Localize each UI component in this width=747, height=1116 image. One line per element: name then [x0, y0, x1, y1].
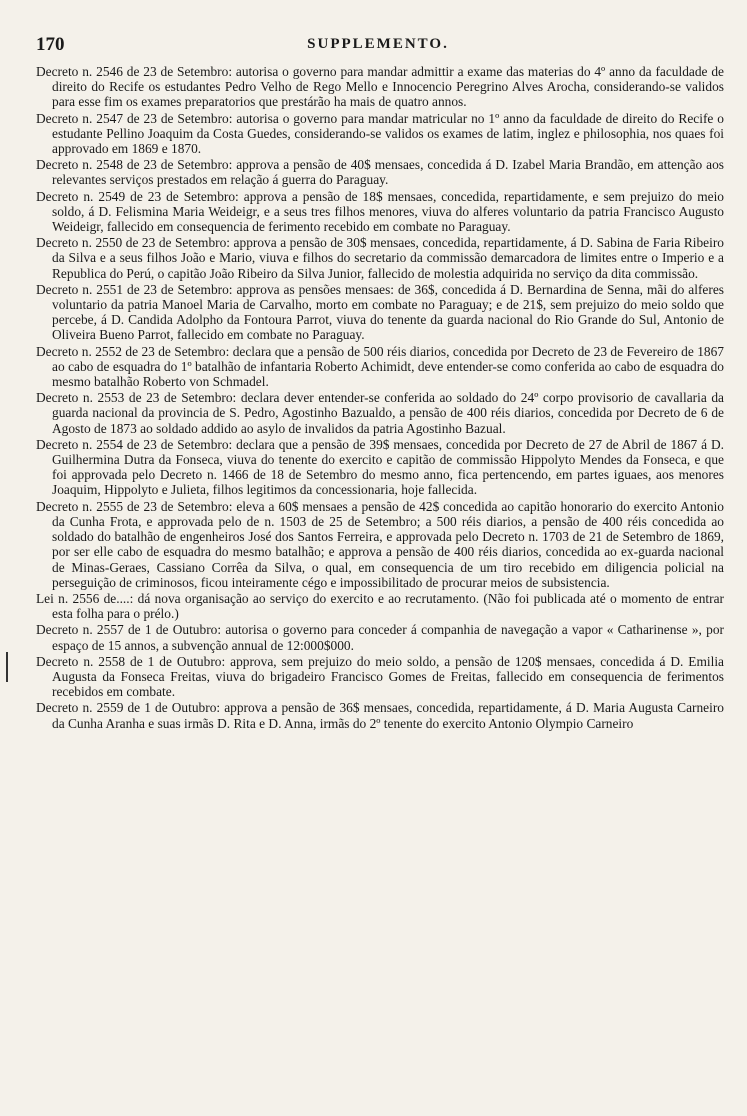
- entry-decreto-2553: Decreto n. 2553 de 23 de Setembro: declara dever entender-se conferida ao soldado do 24º corpo provisorio de cavallaria da guarda nacional da provincia de S. Pedro, Agostinho Bazualdo, a pensão de 400 réis diarios, concedida por Decreto de 6 de Agosto de 1873 ao soldado addido ao asylo de invalidos da patria Agostinho Bazual.: [36, 390, 724, 436]
- page-number: 170: [36, 34, 65, 55]
- entry-decreto-2547: Decreto n. 2547 de 23 de Setembro: autorisa o governo para mandar matricular no 1º anno da faculdade de direito do Recife o estudante Pellino Joaquim da Costa Guedes, considerando-se validos os exames de latim, inglez e philosophia, nos quaes foi approvado em 1869 e 1870.: [36, 110, 724, 157]
- running-title: SUPPLEMENTO.: [307, 36, 449, 52]
- entry-decreto-2549: Decreto n. 2549 de 23 de Setembro: approva a pensão de 18$ mensaes, concedida, repartidamente, e sem prejuizo do meio soldo, á D. Felismina Maria Weideigr, e a seus tres filhos menores, viuva do alferes voluntario da patria Francisco Augusto Weideigr, fallecido em consequencia de ferimento recebido em combate no Paraguay.: [36, 188, 724, 235]
- entry-decreto-2555: Decreto n. 2555 de 23 de Setembro: eleva a 60$ mensaes a pensão de 42$ concedida ao capitão honorario do exercito Antonio da Cunha Frota, e approvada pelo de n. 1503 de 25 de Setembro; a 500 réis diarios, a pensão de 400 réis concedida ao soldado do batalhão de engenheiros José dos Santos Ferreira, e approvada pelo Decreto n. 1703 de 21 de Setembro de 1869, por ser elle cabo de esquadra do mesmo batalhão; e approva a pensão de 400 réis diarios, concedida ao ex-guarda nacional de Minas-Geraes, Cassiano Corrêa da Silva, o qual, em consequencia de um tiro recebido em diligencia policial na perseguição de criminosos, ficou inteiramente cégo e impossibilitado de procurar meios de subsistencia.: [36, 498, 724, 590]
- entry-decreto-2557: Decreto n. 2557 de 1 de Outubro: autorisa o governo para conceder á companhia de navegação a vapor « Catharinense », por espaço de 15 annos, a subvenção annual de 12:000$000.: [36, 622, 724, 653]
- entry-decreto-2550: Decreto n. 2550 de 23 de Setembro: approva a pensão de 30$ mensaes, concedida, repartidamente, á D. Sabina de Faria Ribeiro da Silva e a seus filhos João e Mario, viuva e filhos do secretario da commissão demarcadora de limites entre o Imperio e a Republica do Perú, o capitão João Ribeiro da Silva Junior, fallecido de molestia adquirida no serviço da dita commissão.: [36, 235, 724, 281]
- page-body: [36, 64, 724, 732]
- entry-decreto-2559: Decreto n. 2559 de 1 de Outubro: approva a pensão de 36$ mensaes, concedida, repartidamente, á D. Maria Augusta Carneiro da Cunha Aranha e suas irmãs D. Rita e D. Anna, irmãs do 2º tenente do exercito Antonio Olympio Carneiro: [36, 700, 724, 731]
- entry-decreto-2548: Decreto n. 2548 de 23 de Setembro: approva a pensão de 40$ mensaes, concedida á D. Izabel Maria Brandão, em attenção aos relevantes serviços prestados em relação á guerra do Paraguay.: [36, 157, 724, 188]
- entry-decreto-2554: Decreto n. 2554 de 23 de Setembro: declara que a pensão de 39$ mensaes, concedida por Decreto de 27 de Abril de 1867 á D. Guilhermina Dutra da Fonseca, viuva do tenente do exercito e capitão de commissão Hippolyto Mendes da Fonseca, e que foi approvada pelo Decreto n. 1466 de 18 de Setembro do mesmo anno, fica pertencendo, em partes iguaes, aos menores Joaquim, Hippolyto e Julieta, filhos legitimos da concessionaria, hoje fallecida.: [36, 436, 724, 498]
- margin-mark: [6, 652, 8, 682]
- entry-decreto-2558: Decreto n. 2558 de 1 de Outubro: approva, sem prejuizo do meio soldo, a pensão de 120$ mensaes, concedida á D. Emilia Augusta da Fonseca Freitas, viuva do brigadeiro Francisco Gomes de Freitas, fallecido em consequencia de ferimentos recebidos em combate.: [36, 653, 724, 700]
- page-header: [36, 34, 720, 56]
- entry-decreto-2546: Decreto n. 2546 de 23 de Setembro: autorisa o governo para mandar admittir a exame das materias do 4º anno da faculdade de direito do Recife os estudantes Pedro Velho de Rego Mello e Innocencio Peregrino Alves Arocha, considerando-se validos para esse fim os exames preparatorios que prestárão ha mais de quatro annos.: [36, 64, 724, 110]
- entry-lei-2556: Lei n. 2556 de....: dá nova organisação ao serviço do exercito e ao recrutamento. (Não foi publicada até o momento de entrar esta folha para o prélo.): [36, 590, 724, 622]
- entry-decreto-2551: Decreto n. 2551 de 23 de Setembro: approva as pensões mensaes: de 36$, concedida á D. Bernardina de Senna, mãi do alferes voluntario da patria Manoel Maria de Carvalho, morto em combate no Paraguay; e de 21$, sem prejuizo do meio soldo que percebe, á D. Candida Adolpho da Fontoura Parrot, viuva do tenente da guarda nacional do Rio Grande do Sul, Antonio de Oliveira Bueno Parrot, fallecido em combate no Paraguay.: [36, 281, 724, 343]
- entry-decreto-2552: Decreto n. 2552 de 23 de Setembro: declara que a pensão de 500 réis diarios, concedida por Decreto de 23 de Fevereiro de 1867 ao cabo de esquadra do 1º batalhão de infantaria Roberto Achimidt, deve entender-se como conferida ao cabo de esquadra do mesmo batalhão Roberto von Schmadel.: [36, 343, 724, 390]
